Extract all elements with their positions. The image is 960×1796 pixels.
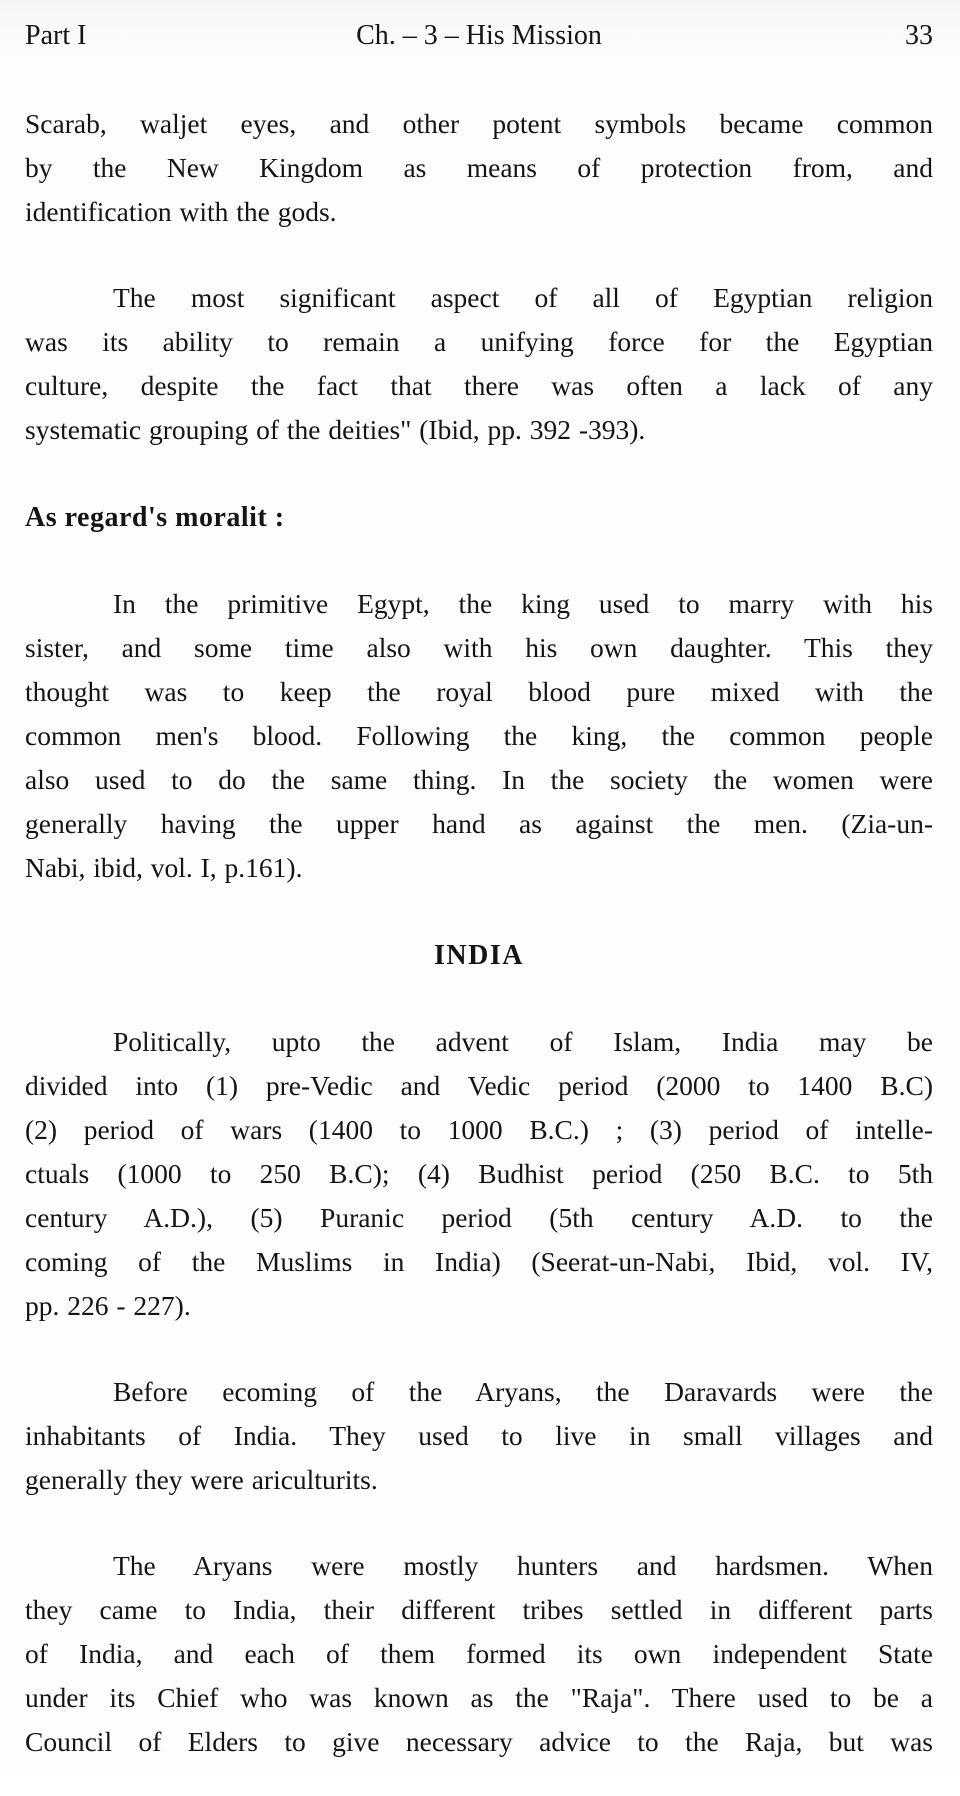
text-line: In the primitive Egypt, the king used to marry with his bbox=[113, 588, 933, 619]
text-line: Council of Elders to give necessary advice to the Raja, but was bbox=[25, 1726, 933, 1757]
paragraph bbox=[25, 1544, 933, 1764]
header-chapter-title: Ch. – 3 – His Mission bbox=[356, 20, 602, 51]
text-line: divided into (1) pre-Vedic and Vedic period (2000 to 1400 B.C) bbox=[25, 1070, 933, 1101]
text-line: also used to do the same thing. In the society the women were bbox=[25, 764, 933, 795]
section-heading: As regard's moralit : bbox=[25, 502, 285, 533]
text-line: identification with the gods. bbox=[25, 196, 337, 227]
paragraph bbox=[25, 1020, 933, 1328]
page-content bbox=[25, 102, 933, 1764]
text-line: ctuals (1000 to 250 B.C); (4) Budhist period (250 B.C. to 5th bbox=[25, 1158, 933, 1189]
paragraph bbox=[25, 276, 933, 452]
text-line: Scarab, waljet eyes, and other potent symbols became common bbox=[25, 108, 933, 139]
text-line: under its Chief who was known as the "Raja". There used to be a bbox=[25, 1682, 933, 1713]
text-line: inhabitants of India. They used to live in small villages and bbox=[25, 1420, 933, 1451]
text-line: was its ability to remain a unifying force for the Egyptian bbox=[25, 326, 933, 357]
paragraph bbox=[25, 102, 933, 234]
text-line: century A.D.), (5) Puranic period (5th century A.D. to the bbox=[25, 1202, 933, 1233]
text-line: (2) period of wars (1400 to 1000 B.C.) ; (3) period of intelle- bbox=[25, 1114, 933, 1145]
text-line: generally having the upper hand as against the men. (Zia-un- bbox=[25, 808, 933, 839]
paragraph bbox=[25, 582, 933, 890]
text-line: of India, and each of them formed its own independent State bbox=[25, 1638, 933, 1669]
text-line: The Aryans were mostly hunters and hardsmen. When bbox=[113, 1550, 933, 1581]
text-line: Before ecoming of the Aryans, the Daravards were the bbox=[113, 1376, 933, 1407]
text-line: coming of the Muslims in India) (Seerat-un-Nabi, Ibid, vol. IV, bbox=[25, 1246, 933, 1277]
text-line: sister, and some time also with his own daughter. This they bbox=[25, 632, 933, 663]
text-line: culture, despite the fact that there was often a lack of any bbox=[25, 370, 933, 401]
text-line: thought was to keep the royal blood pure mixed with the bbox=[25, 676, 933, 707]
paragraph bbox=[25, 1370, 933, 1502]
header-page-number: 33 bbox=[905, 20, 933, 51]
text-line: Politically, upto the advent of Islam, India may be bbox=[113, 1026, 933, 1057]
text-line: by the New Kingdom as means of protection from, and bbox=[25, 152, 933, 183]
page-header bbox=[25, 16, 933, 56]
text-line: pp. 226 - 227). bbox=[25, 1290, 191, 1321]
text-line: common men's blood. Following the king, the common people bbox=[25, 720, 933, 751]
text-line: generally they were ariculturits. bbox=[25, 1464, 378, 1495]
text-line: Nabi, ibid, vol. I, p.161). bbox=[25, 852, 303, 883]
header-part-label: Part I bbox=[25, 20, 87, 51]
text-line: they came to India, their different tribes settled in different parts bbox=[25, 1594, 933, 1625]
section-heading: INDIA bbox=[434, 940, 524, 971]
text-line: systematic grouping of the deities" (Ibid, pp. 392 -393). bbox=[25, 414, 646, 445]
text-line: The most significant aspect of all of Egyptian religion bbox=[113, 282, 933, 313]
